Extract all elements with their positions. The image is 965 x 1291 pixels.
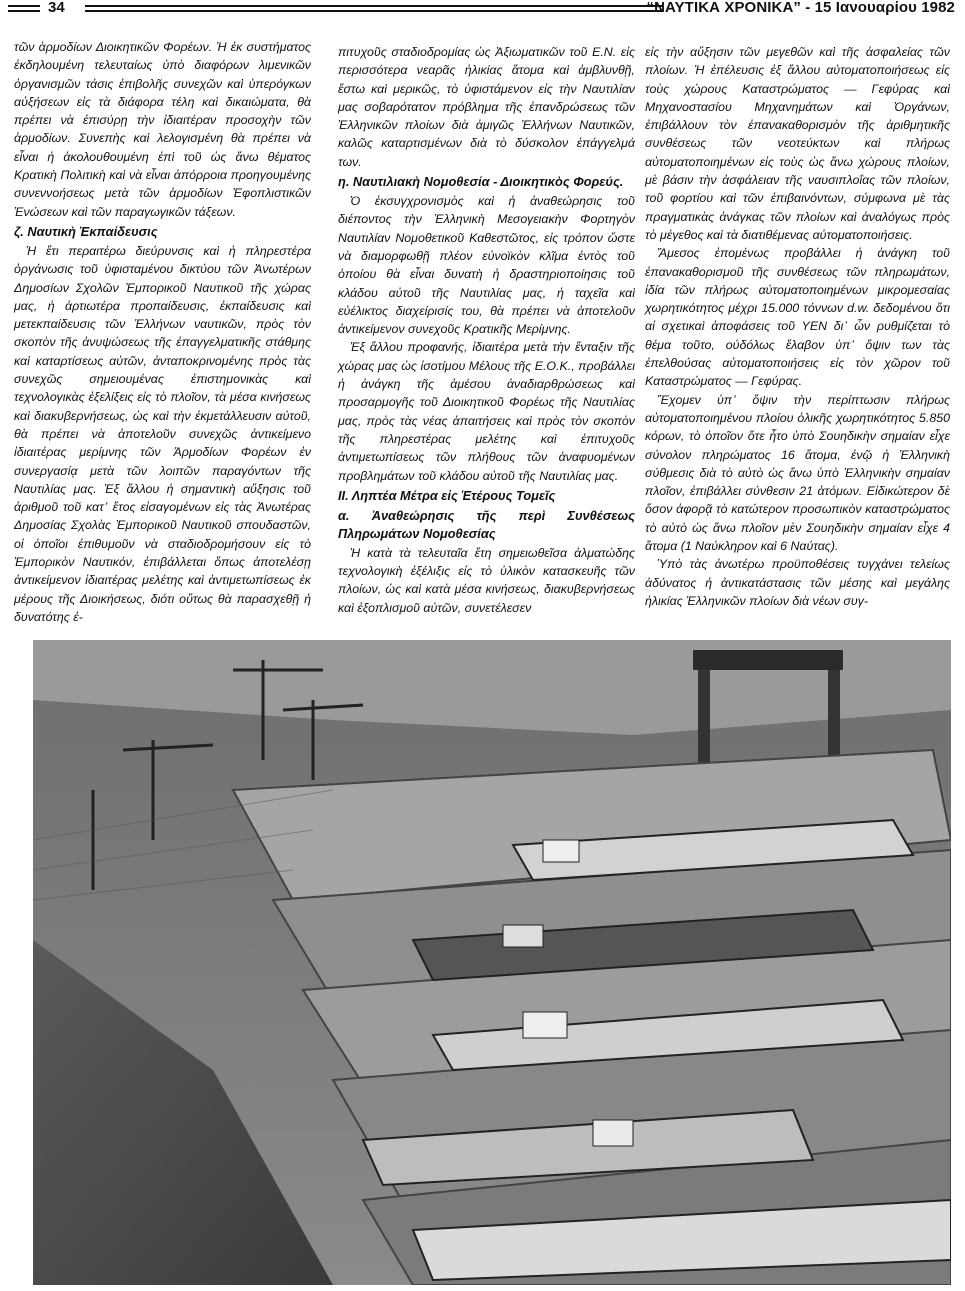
page-number: 34 [48, 0, 65, 16]
paragraph: Ἡ ἔτι περαιτέρω διεύρυνσις καὶ ἡ πληρεστέρα ὀργάνωσις τοῦ ὑφισταμένου δικτύου τῶν Ἀνωτέρων Δημοσίων Σχολῶν Ἐμπορικοῦ Ναυτικοῦ τῆς χώρας μας, ἡ ἀρτιωτέρα προπαίδευσις, ἐκπαίδευσις καὶ μετεκπαίδευσις τῶν Ἑλλήνων ναυτικῶν, πρὸς τὸν σκοπὸν τῆς ἀνυψώσεως τῆς ἐπαγγελματικῆς στάθμης καὶ καταρτίσεως αὐτῶν, ἀνταποκρινομένης πρὸς τὰς συνεχῶς σημειουμένας ἐπιστημονικὰς καὶ τεχνολογικὰς ἐξελίξεις εἰς τὸ πλοῖον, τὰ μέσα κινήσεως καὶ διακυβερνήσεως, ὡς καὶ τὴν ἐκμετάλλευσιν αὐτοῦ, θὰ πρέπει νὰ ἀποτελοῦν συνεχῶς ἀντικείμενο ἰδιαιτέρας μερίμνης τῶν Ἁρμοδίων Φορέων ἐν συνεργασίᾳ μετὰ τῶν λοιπῶν παραγόντων τῆς Ναυτιλίας μας. Ἐξ ἄλλου ἡ σημαντικὴ αὔξησις τοῦ ἀριθμοῦ τοῦ κατ᾽ ἔτος εἰσαγομένων εἰς τὰς Ἀνωτέρας Δημοσίας Σχολὰς Ἐμπορικοῦ Ναυτικοῦ σπουδαστῶν, οἱ ὁποῖοι ἐπιθυμοῦν νὰ σταδιοδρομήσουν εἰς τὸ Ἐμπορικὸν Ναυτικόν, ἐπιβάλλεται ὅπως ἀποτελέσῃ ἀντικείμενον ἰδιαιτέρας μελέτης καὶ ἀντιμετωπίσεως ἐκ μέρους τῆς Διοικήσεως, διότι οὕτως θὰ παρασχεθῇ ἡ δυνατότης ἐ- [14, 243, 311, 624]
paragraph: Ἔχομεν ὑπ᾽ ὄψιν τὴν περίπτωσιν πλήρως αὐτοματοποιημένου πλοίου ὁλικῆς χωρητικότητος 5.850 κόρων, τὸ ὁποῖον ὅτε ἦτο ὑπὸ Σουηδικὴν σημαίαν εἶχε σύνολον πληρώματος 16 ἄτομα, ἐνῷ ἡ Ἑλληνικὴ σύθμεσις διὰ τὸ αὐτὸ ὡς ἄνω ὑπὸ Ἑλληνικὴν σημαίαν πλοῖον, ἐπιβάλλει σύνθεσιν 21 ἀτόμων. Εἰδικώτερον δὲ ὅσον ἀφορᾷ τὸ κατώτερον προσωπικὸν καταστρώματος τὸ αὐτὸ ὡς ἄνω πλοῖον μὲν Σουηδικὴν σημαίαν εἶχε 4 ἄτομα (1 Ναύκληρον καὶ 6 Ναύτας). [645, 392, 950, 554]
shipyard-photo-illustration [33, 640, 951, 1285]
paragraph: Ἡ κατὰ τὰ τελευταῖα ἔτη σημειωθεῖσα ἀλματώδης τεχνολογικὴ ἐξέλιξις εἰς τὸ ὑλικὸν κατασκευῆς τῶν πλοίων, ὡς καὶ κατὰ μέσα κινήσεως, διακυβερνήσεως καὶ ἐξοπλισμοῦ αὐτῶν, συνετέλεσεν [338, 545, 635, 615]
gantry-crane [693, 650, 843, 670]
subsection-heading: α. Ἀναθεώρησις τῆς περὶ Συνθέσεως Πληρωμάτων Νομοθεσίας [338, 507, 635, 541]
paragraph: Ὁ ἐκσυγχρονισμὸς καὶ ἡ ἀναθεώρησις τοῦ διέποντος τὴν Ἑλληνικὴ Μεσογειακὴν Φορτηγὸν Ναυτιλίαν Νομοθετικοῦ Καθεστῶτος, εἰς τρόπον ὥστε νὰ διαμορφωθῇ πλέον εὐνοϊκὸν κλῖμα ἐντὸς τοῦ ὁποίου θὰ εἶναι δυνατὴ ἡ δραστηριοποίησις τοῦ κλάδου αὐτοῦ τῆς Ναυτιλίας μας, ἡ ταχεῖα καὶ εὐέλικτος διαχείρισίς του, θὰ πρέπει νὰ ἀποτελοῦν ἀντικείμενον συνεχοῦς Κρατικῆς Μερίμνης. [338, 194, 635, 337]
section-heading: η. Ναυτιλιακὴ Νομοθεσία - Διοικητικὸς Φορεύς. [338, 174, 624, 190]
paragraph: πιτυχοῦς σταδιοδρομίας ὡς Ἀξιωματικῶν τοῦ Ε.Ν. εἰς περισσότερα νεαρᾶς ἡλικίας ἄτομα καὶ ἀμβλυνθῇ, ἔστω καὶ μερικῶς, τὸ ὑφιστάμενον εἰς τὴν Ναυτιλίαν μας σοβαρότατον πρόβλημα τῆς ἐπανδρώσεως τῶν Ἑλληνικῶν πλοίων διὰ ἀμιγῶς Ἑλλήνων Ναυτικῶν, καλῶς καταρτισμένων διὰ τὸ δύσκολον ἐπάγγελμά των. [338, 45, 635, 169]
shipyard-photo [33, 640, 951, 1285]
header-rule [8, 5, 40, 7]
text-column-3 [645, 43, 950, 610]
header-rule [85, 10, 663, 12]
section-heading: ΙΙ. Ληπτέα Μέτρα εἰς Ἑτέρους Τομεῖς [338, 487, 556, 503]
paragraph: τῶν ἁρμοδίων Διοικητικῶν Φορέων. Ἡ ἐκ συστήματος ἐκδηλουμένη τελευταίως ὑπὸ διαφόρων λιμενικῶν ὀργανισμῶν τάσις ἐπιβολῆς συνεχῶν καὶ ὑπερόγκων αὐξήσεων εἰς τὰ διάφορα τέλη καὶ δικαιώματα, θὰ πρέπει νὰ ἐπισύρῃ τὴν ἰδιαιτέραν προσοχὴν τῶν ἁρμοδίων. Συνεπὴς καὶ λελογισμένη θὰ πρέπει νὰ εἶναι ἡ ἀκολουθουμένη ἐπὶ τοῦ ὡς ἄνω θέματος Κρατικὴ Πολιτικὴ καὶ νὰ εἶναι ἀπόρροια προηγουμένης συνεννοήσεως μετὰ τῶν ἁρμοδίων Ἐφοπλιστικῶν Ἑνώσεων καὶ τῶν παραγωγικῶν τάξεων. [14, 40, 311, 219]
publication-title: “ΝΑΥΤΙΚΑ ΧΡΟΝΙΚΑ” - 15 Ιανουαρίου 1982 [646, 0, 955, 16]
text-column-1 [14, 38, 311, 626]
header-rule [8, 10, 40, 12]
paragraph: εἰς τὴν αὔξησιν τῶν μεγεθῶν καὶ τῆς ἀσφαλείας τῶν πλοίων. Ἡ ἐπέλευσις ἐξ ἄλλου αὐτοματοποιήσεως εἰς τοὺς χώρους Καταστρώματος — Γεφύρας καὶ Μηχανοστασίου Μηχανημάτων καὶ Ὀργάνων, ἐπιβάλλουν τὸν ἐπανακαθορισμὸν τῆς ἀριθμητικῆς συνθέσεως τῶν νεοτεύκτων καὶ πλήρως αὐτοματοποιημένων εἰς τοὺς ὡς ἄνω χώρους πλοίων, μὲ βάσιν τὴν ἀσφάλειαν τῆς ναυσιπλοΐας τῶν πλοίων, τοῦ φορτίου καὶ τῶν ἐπιβαινόντων, σύμφωνα μὲ τὰς πραγματικὰς ἀνάγκας τῶν πλοίων καὶ ἀναλόγως πρὸς τὸ μέγεθος καὶ τὰ διατιθέμενας αὐτοματοποιήσεις. [645, 45, 950, 242]
running-header [0, 0, 965, 22]
header-rule [85, 5, 663, 7]
text-column-2 [338, 43, 635, 617]
paragraph: Ἐξ ἄλλου προφανής, ἰδιαιτέρα μετὰ τὴν ἔνταξιν τῆς χώρας μας ὡς ἰσοτίμου Μέλους τῆς Ε.Ο.Κ., προβάλλει ἡ ἀνάγκη τῆς ἀμέσου ἀναδιαρθρώσεως καὶ προσαρμογῆς τοῦ Διοικητικοῦ Φορέως τῆς Ναυτιλίας μας, πρὸς τὰς νέας ἀπαιτήσεις καὶ πρὸς τὸν σκοπὸν τῆς πληρεστέρας μελέτης καὶ ἐπιτυχοῦς ἀντιμετωπίσεως τῶν πλήθους τῶν ἀναφυομένων προβλημάτων τοῦ κλάδου αὐτοῦ τῆς Ναυτιλίας μας. [338, 340, 635, 483]
paragraph: Ὑπὸ τὰς ἀνωτέρω προϋποθέσεις τυγχάνει τελείως ἀδύνατος ἡ ἀντικατάστασις τῶν μέσης καὶ μεγάλης ἡλικίας Ἑλληνικῶν πλοίων διὰ νέων συγ- [645, 557, 950, 608]
section-heading: ζ. Ναυτικὴ Ἐκπαίδευσις [14, 223, 158, 239]
paragraph: Ἄμεσος ἐπομένως προβάλλει ἡ ἀνάγκη τοῦ ἐπανακαθορισμοῦ τῆς συνθέσεως τῶν πληρωμάτων, ἰδία τῶν πλήρως αὐτοματοποιημένων μικρομεσαίας χωρητικότητος μέχρι 15.000 τόννων d.w. δεδομένου ὅτι αἱ σχετικαὶ ἀποφάσεις τοῦ ΥΕΝ δι᾽ ὧν ρυθμίζεται τὸ θέμα τοῦτο, οὐδόλως ἔλαβον ὑπ᾽ ὄψιν των τὰς ἐπελθούσας αὐτοματοποιήσεις εἰς τὸν χῶρον τοῦ Καταστρώματος — Γεφύρας. [645, 246, 950, 389]
